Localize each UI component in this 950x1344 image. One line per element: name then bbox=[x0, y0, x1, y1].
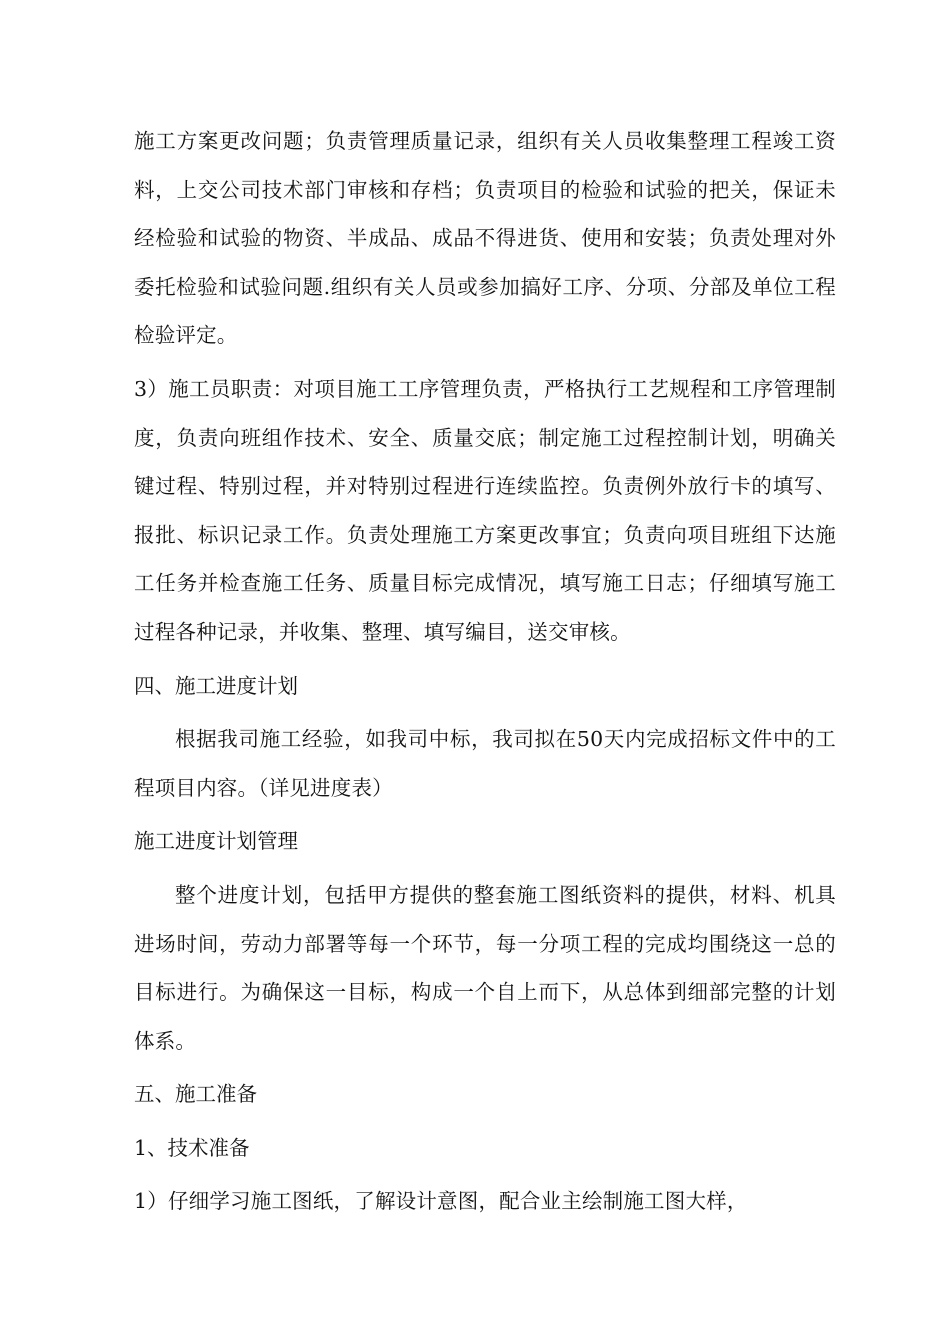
paragraph-study-drawings: 1）仔细学习施工图纸，了解设计意图，配合业主绘制施工图大样， bbox=[134, 1189, 748, 1214]
paragraph-qc-duties-continued: 施工方案更改问题；负责管理质量记录，组织有关人员收集整理工程竣工资料，上交公司技术部门审核和存档；负责项目的检验和试验的把关，保证未经检验和试验的物资、半成品、成品不得进货、使用和安装；负责处理对外委托检验和试验问题.组织有关人员或参加搞好工序、分项、分部及单位工程检验评定。 bbox=[134, 129, 836, 348]
paragraph-schedule-plan: 根据我司施工经验，如我司中标，我司拟在50天内完成招标文件中的工程项目内容。（详见进度表） bbox=[134, 727, 836, 800]
paragraph-schedule-management: 整个进度计划，包括甲方提供的整套施工图纸资料的提供，材料、机具进场时间，劳动力部署等每一个环节，每一分项工程的完成均围绕这一总的目标进行。为确保这一目标，构成一个自上而下，从总体到细部完整的计划体系。 bbox=[134, 882, 836, 1053]
paragraph-construction-worker-duties: 3）施工员职责：对项目施工工序管理负责，严格执行工艺规程和工序管理制度，负责向班组作技术、安全、质量交底；制定施工过程控制计划，明确关键过程、特别过程，并对特别过程进行连续监控。负责例外放行卡的填写、报批、标识记录工作。负责处理施工方案更改事宜；负责向项目班组下达施工任务并检查施工任务、质量目标完成情况，填写施工日志；仔细填写施工过程各种记录，并收集、整理、填写编目，送交审核。 bbox=[134, 376, 836, 644]
section-heading-schedule: 四、施工进度计划 bbox=[134, 673, 298, 698]
subheading-schedule-management: 施工进度计划管理 bbox=[134, 829, 298, 854]
section-heading-preparation: 五、施工准备 bbox=[134, 1082, 257, 1107]
subheading-technical-preparation: 1、技术准备 bbox=[134, 1135, 250, 1160]
document-body bbox=[134, 117, 836, 1226]
